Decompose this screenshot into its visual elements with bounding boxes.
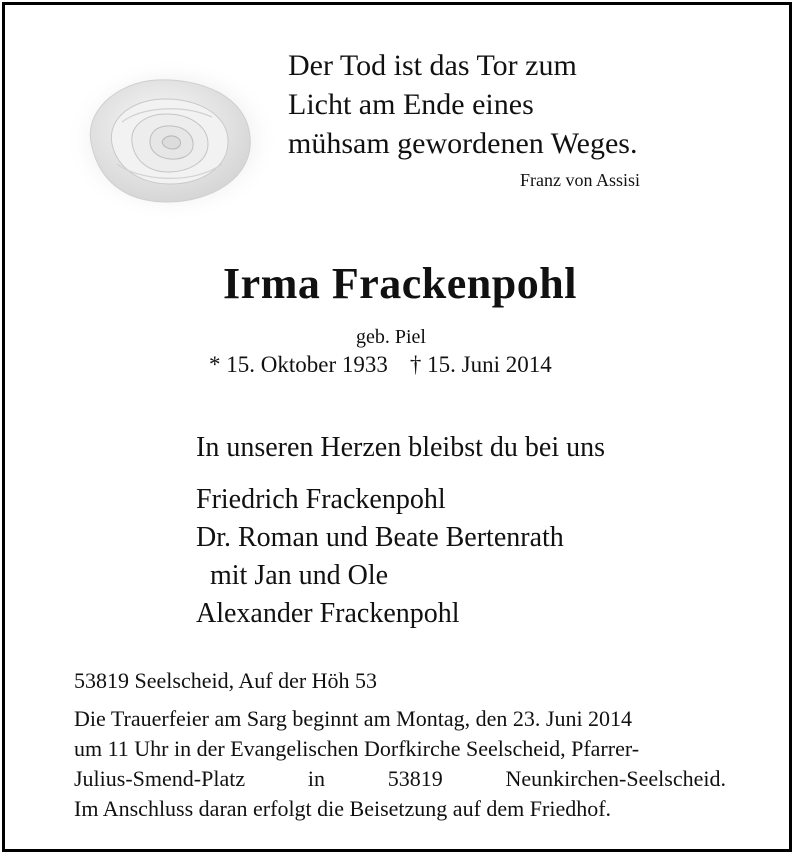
death-date: † 15. Juni 2014 — [409, 352, 552, 377]
notice-line — [74, 764, 726, 794]
mourner: Alexander Frackenpohl — [196, 598, 460, 629]
deceased-name: Irma Frackenpohl — [223, 259, 577, 308]
notice-word: Neunkirchen-Seelscheid. — [505, 766, 726, 791]
notice-word: 53819 — [387, 766, 443, 791]
address: 53819 Seelscheid, Auf der Höh 53 — [74, 668, 378, 693]
notice-word: in — [307, 766, 325, 791]
life-dates — [209, 352, 552, 378]
funeral-notice — [74, 704, 726, 824]
quote-line: Der Tod ist das Tor zum — [288, 49, 577, 82]
mourner: mit Jan und Ole — [210, 560, 389, 591]
quote-line: Licht am Ende eines — [288, 88, 534, 121]
motto: In unseren Herzen bleibst du bei uns — [196, 432, 605, 463]
quote-line: mühsam gewordenen Weges. — [288, 127, 638, 160]
birth-date: * 15. Oktober 1933 — [209, 352, 388, 377]
quote — [288, 46, 637, 163]
notice-line: Im Anschluss daran erfolgt die Beisetzung auf dem Friedhof. — [74, 796, 612, 821]
notice-line: Die Trauerfeier am Sarg beginnt am Montag, den 23. Juni 2014 — [74, 706, 633, 731]
quote-author: Franz von Assisi — [520, 170, 641, 190]
mourner: Dr. Roman und Beate Bertenrath — [196, 522, 564, 553]
rose-icon — [62, 52, 282, 222]
mourner: Friedrich Frackenpohl — [196, 484, 446, 515]
notice-line: um 11 Uhr in der Evangelischen Dorfkirche Seelscheid, Pfarrer- — [74, 736, 640, 761]
mourners-list — [196, 481, 564, 633]
birth-name: geb. Piel — [356, 326, 426, 348]
notice-word: Julius-Smend-Platz — [74, 766, 246, 791]
